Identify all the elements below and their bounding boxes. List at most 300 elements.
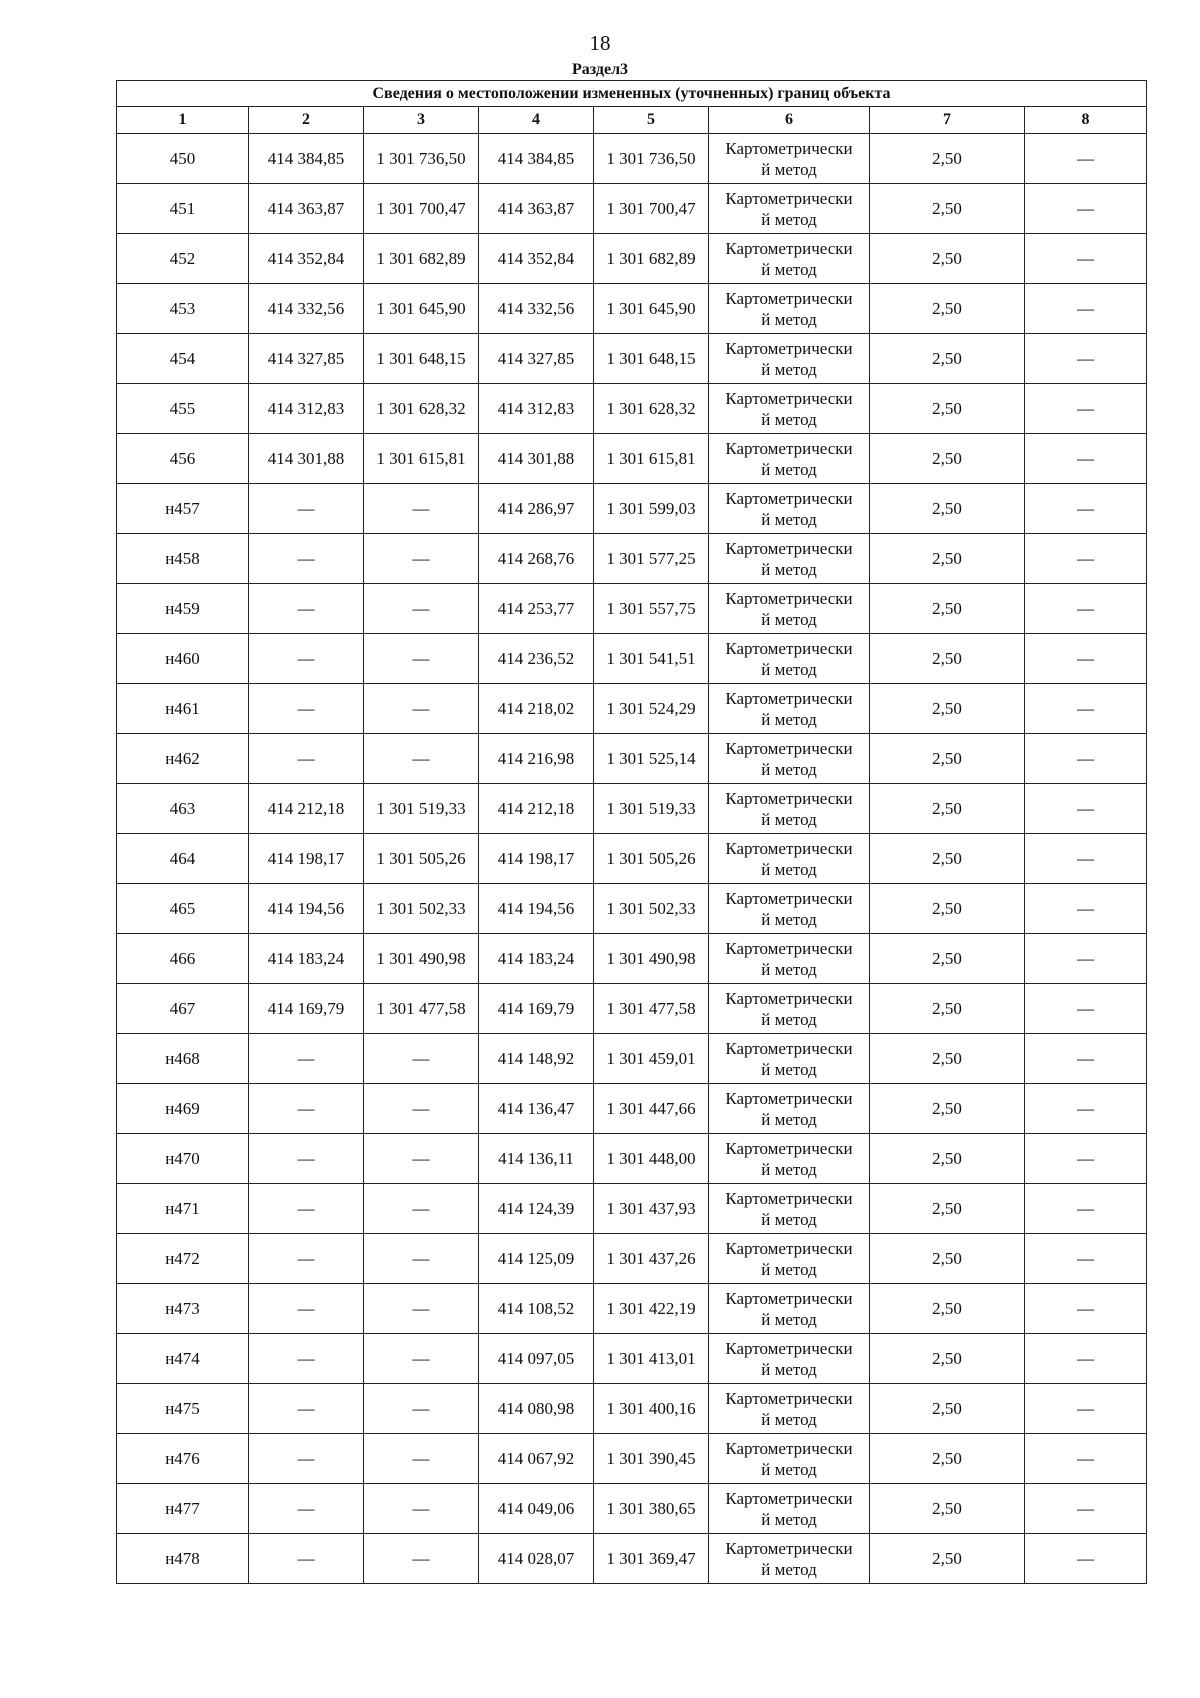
method-line: Картометрически <box>725 538 853 558</box>
x-new-cell: 414 363,87 <box>479 184 594 234</box>
table-row <box>117 334 1147 384</box>
point-number-cell: н459 <box>117 584 249 634</box>
y-new-cell: 1 301 447,66 <box>594 1084 709 1134</box>
y-new-cell: 1 301 648,15 <box>594 334 709 384</box>
method-line: Картометрически <box>725 1538 853 1558</box>
method-line: й метод <box>761 209 817 229</box>
method-cell <box>709 884 870 934</box>
x-old-cell: — <box>249 1184 364 1234</box>
method-line: Картометрически <box>725 938 853 958</box>
y-old-cell: — <box>364 534 479 584</box>
table-row <box>117 1284 1147 1334</box>
method-line: Картометрически <box>725 488 853 508</box>
column-header-3: 3 <box>364 107 479 134</box>
point-number-cell: 466 <box>117 934 249 984</box>
y-new-cell: 1 301 459,01 <box>594 1034 709 1084</box>
point-number-cell: н476 <box>117 1434 249 1484</box>
method-cell <box>709 1484 870 1534</box>
accuracy-cell: 2,50 <box>870 684 1025 734</box>
note-cell: — <box>1025 134 1147 184</box>
method-cell <box>709 934 870 984</box>
x-new-cell: 414 218,02 <box>479 684 594 734</box>
x-old-cell: — <box>249 584 364 634</box>
column-header-5: 5 <box>594 107 709 134</box>
point-number-cell: 464 <box>117 834 249 884</box>
column-header-8: 8 <box>1025 107 1147 134</box>
method-cell <box>709 334 870 384</box>
accuracy-cell: 2,50 <box>870 1484 1025 1534</box>
method-line: Картометрически <box>725 888 853 908</box>
y-new-cell: 1 301 700,47 <box>594 184 709 234</box>
x-old-cell: 414 198,17 <box>249 834 364 884</box>
note-cell: — <box>1025 384 1147 434</box>
x-old-cell: 414 312,83 <box>249 384 364 434</box>
y-old-cell: — <box>364 1384 479 1434</box>
method-cell <box>709 534 870 584</box>
y-new-cell: 1 301 557,75 <box>594 584 709 634</box>
method-line: й метод <box>761 659 817 679</box>
method-cell <box>709 184 870 234</box>
table-row <box>117 684 1147 734</box>
accuracy-cell: 2,50 <box>870 484 1025 534</box>
y-old-cell: — <box>364 1184 479 1234</box>
y-old-cell: 1 301 477,58 <box>364 984 479 1034</box>
x-old-cell: 414 301,88 <box>249 434 364 484</box>
method-line: Картометрически <box>725 1488 853 1508</box>
method-line: Картометрически <box>725 838 853 858</box>
x-new-cell: 414 212,18 <box>479 784 594 834</box>
note-cell: — <box>1025 534 1147 584</box>
method-cell <box>709 484 870 534</box>
x-new-cell: 414 352,84 <box>479 234 594 284</box>
x-old-cell: — <box>249 734 364 784</box>
method-cell <box>709 1284 870 1334</box>
note-cell: — <box>1025 484 1147 534</box>
accuracy-cell: 2,50 <box>870 134 1025 184</box>
x-old-cell: — <box>249 634 364 684</box>
x-old-cell: 414 212,18 <box>249 784 364 834</box>
note-cell: — <box>1025 1034 1147 1084</box>
point-number-cell: 452 <box>117 234 249 284</box>
y-old-cell: — <box>364 634 479 684</box>
point-number-cell: н462 <box>117 734 249 784</box>
table-row <box>117 984 1147 1034</box>
y-new-cell: 1 301 477,58 <box>594 984 709 1034</box>
x-new-cell: 414 301,88 <box>479 434 594 484</box>
table-row <box>117 1084 1147 1134</box>
x-old-cell: — <box>249 1384 364 1434</box>
table-row <box>117 1184 1147 1234</box>
y-new-cell: 1 301 422,19 <box>594 1284 709 1334</box>
x-new-cell: 414 384,85 <box>479 134 594 184</box>
note-cell: — <box>1025 684 1147 734</box>
method-line: Картометрически <box>725 588 853 608</box>
y-old-cell: 1 301 519,33 <box>364 784 479 834</box>
x-old-cell: 414 327,85 <box>249 334 364 384</box>
method-line: Картометрически <box>725 988 853 1008</box>
y-old-cell: 1 301 648,15 <box>364 334 479 384</box>
point-number-cell: 467 <box>117 984 249 1034</box>
method-line: й метод <box>761 1459 817 1479</box>
method-cell <box>709 134 870 184</box>
note-cell: — <box>1025 434 1147 484</box>
accuracy-cell: 2,50 <box>870 1434 1025 1484</box>
y-old-cell: 1 301 700,47 <box>364 184 479 234</box>
column-header-7: 7 <box>870 107 1025 134</box>
method-line: Картометрически <box>725 1138 853 1158</box>
method-line: Картометрически <box>725 638 853 658</box>
x-new-cell: 414 124,39 <box>479 1184 594 1234</box>
accuracy-cell: 2,50 <box>870 584 1025 634</box>
accuracy-cell: 2,50 <box>870 1334 1025 1384</box>
accuracy-cell: 2,50 <box>870 634 1025 684</box>
note-cell: — <box>1025 1434 1147 1484</box>
table-row <box>117 1384 1147 1434</box>
note-cell: — <box>1025 834 1147 884</box>
note-cell: — <box>1025 784 1147 834</box>
table-row <box>117 784 1147 834</box>
method-line: й метод <box>761 759 817 779</box>
accuracy-cell: 2,50 <box>870 184 1025 234</box>
y-old-cell: — <box>364 1234 479 1284</box>
method-line: й метод <box>761 1259 817 1279</box>
point-number-cell: 453 <box>117 284 249 334</box>
method-line: й метод <box>761 1309 817 1329</box>
x-old-cell: — <box>249 1034 364 1084</box>
table-row <box>117 534 1147 584</box>
method-line: Картометрически <box>725 1088 853 1108</box>
point-number-cell: н457 <box>117 484 249 534</box>
method-cell <box>709 1434 870 1484</box>
method-cell <box>709 684 870 734</box>
x-new-cell: 414 183,24 <box>479 934 594 984</box>
point-number-cell: 456 <box>117 434 249 484</box>
note-cell: — <box>1025 884 1147 934</box>
point-number-cell: н470 <box>117 1134 249 1184</box>
y-new-cell: 1 301 369,47 <box>594 1534 709 1584</box>
y-new-cell: 1 301 645,90 <box>594 284 709 334</box>
note-cell: — <box>1025 234 1147 284</box>
method-line: й метод <box>761 1059 817 1079</box>
y-old-cell: — <box>364 1034 479 1084</box>
x-new-cell: 414 236,52 <box>479 634 594 684</box>
accuracy-cell: 2,50 <box>870 884 1025 934</box>
method-line: й метод <box>761 1009 817 1029</box>
method-cell <box>709 1184 870 1234</box>
y-old-cell: — <box>364 1084 479 1134</box>
x-new-cell: 414 148,92 <box>479 1034 594 1084</box>
x-old-cell: — <box>249 484 364 534</box>
table-row <box>117 1134 1147 1184</box>
table-row <box>117 1034 1147 1084</box>
table-row <box>117 434 1147 484</box>
method-line: й метод <box>761 1559 817 1579</box>
table-row <box>117 734 1147 784</box>
accuracy-cell: 2,50 <box>870 284 1025 334</box>
y-new-cell: 1 301 380,65 <box>594 1484 709 1534</box>
x-new-cell: 414 080,98 <box>479 1384 594 1434</box>
method-line: Картометрически <box>725 688 853 708</box>
y-new-cell: 1 301 599,03 <box>594 484 709 534</box>
method-line: Картометрически <box>725 738 853 758</box>
table-row <box>117 1484 1147 1534</box>
method-line: Картометрически <box>725 1438 853 1458</box>
point-number-cell: 455 <box>117 384 249 434</box>
point-number-cell: н478 <box>117 1534 249 1584</box>
x-new-cell: 414 198,17 <box>479 834 594 884</box>
note-cell: — <box>1025 1184 1147 1234</box>
table-row <box>117 484 1147 534</box>
method-cell <box>709 784 870 834</box>
y-new-cell: 1 301 525,14 <box>594 734 709 784</box>
accuracy-cell: 2,50 <box>870 1084 1025 1134</box>
table-row <box>117 584 1147 634</box>
x-old-cell: — <box>249 1334 364 1384</box>
page-number: 18 <box>589 31 611 55</box>
method-line: й метод <box>761 1509 817 1529</box>
method-cell <box>709 284 870 334</box>
method-cell <box>709 1234 870 1284</box>
note-cell: — <box>1025 934 1147 984</box>
x-new-cell: 414 194,56 <box>479 884 594 934</box>
method-line: й метод <box>761 409 817 429</box>
note-cell: — <box>1025 734 1147 784</box>
y-new-cell: 1 301 448,00 <box>594 1134 709 1184</box>
point-number-cell: 463 <box>117 784 249 834</box>
x-new-cell: 414 049,06 <box>479 1484 594 1534</box>
accuracy-cell: 2,50 <box>870 234 1025 284</box>
accuracy-cell: 2,50 <box>870 984 1025 1034</box>
x-new-cell: 414 125,09 <box>479 1234 594 1284</box>
method-line: й метод <box>761 459 817 479</box>
x-old-cell: 414 352,84 <box>249 234 364 284</box>
x-new-cell: 414 268,76 <box>479 534 594 584</box>
y-old-cell: 1 301 628,32 <box>364 384 479 434</box>
note-cell: — <box>1025 1484 1147 1534</box>
x-old-cell: — <box>249 1134 364 1184</box>
method-line: Картометрически <box>725 388 853 408</box>
y-new-cell: 1 301 541,51 <box>594 634 709 684</box>
y-old-cell: 1 301 645,90 <box>364 284 479 334</box>
point-number-cell: н471 <box>117 1184 249 1234</box>
x-old-cell: — <box>249 1484 364 1534</box>
y-old-cell: — <box>364 734 479 784</box>
method-line: й метод <box>761 1359 817 1379</box>
y-new-cell: 1 301 615,81 <box>594 434 709 484</box>
y-old-cell: — <box>364 1284 479 1334</box>
note-cell: — <box>1025 184 1147 234</box>
y-new-cell: 1 301 413,01 <box>594 1334 709 1384</box>
y-new-cell: 1 301 736,50 <box>594 134 709 184</box>
point-number-cell: н460 <box>117 634 249 684</box>
column-header-2: 2 <box>249 107 364 134</box>
method-line: Картометрически <box>725 1188 853 1208</box>
note-cell: — <box>1025 334 1147 384</box>
note-cell: — <box>1025 1334 1147 1384</box>
method-cell <box>709 384 870 434</box>
y-old-cell: — <box>364 1334 479 1384</box>
y-new-cell: 1 301 505,26 <box>594 834 709 884</box>
method-line: й метод <box>761 509 817 529</box>
method-line: Картометрически <box>725 1338 853 1358</box>
table-row <box>117 884 1147 934</box>
table-caption: Сведения о местоположении измененных (уточненных) границ объекта <box>117 81 1147 107</box>
x-new-cell: 414 136,47 <box>479 1084 594 1134</box>
note-cell: — <box>1025 1084 1147 1134</box>
x-old-cell: — <box>249 1084 364 1134</box>
method-line: й метод <box>761 159 817 179</box>
method-line: Картометрически <box>725 238 853 258</box>
x-new-cell: 414 136,11 <box>479 1134 594 1184</box>
table-row <box>117 1534 1147 1584</box>
method-line: й метод <box>761 709 817 729</box>
method-cell <box>709 434 870 484</box>
x-new-cell: 414 253,77 <box>479 584 594 634</box>
point-number-cell: 450 <box>117 134 249 184</box>
x-old-cell: 414 194,56 <box>249 884 364 934</box>
section-title: Раздел3 <box>571 61 629 78</box>
point-number-cell: 454 <box>117 334 249 384</box>
x-new-cell: 414 028,07 <box>479 1534 594 1584</box>
table-row <box>117 234 1147 284</box>
y-new-cell: 1 301 502,33 <box>594 884 709 934</box>
method-line: й метод <box>761 559 817 579</box>
y-new-cell: 1 301 524,29 <box>594 684 709 734</box>
method-cell <box>709 834 870 884</box>
table-row <box>117 134 1147 184</box>
x-new-cell: 414 286,97 <box>479 484 594 534</box>
method-line: Картометрически <box>725 1388 853 1408</box>
table-row <box>117 284 1147 334</box>
method-cell <box>709 1384 870 1434</box>
method-line: Картометрически <box>725 1288 853 1308</box>
method-line: й метод <box>761 859 817 879</box>
note-cell: — <box>1025 584 1147 634</box>
accuracy-cell: 2,50 <box>870 384 1025 434</box>
table-row <box>117 934 1147 984</box>
accuracy-cell: 2,50 <box>870 534 1025 584</box>
table-row <box>117 1434 1147 1484</box>
accuracy-cell: 2,50 <box>870 834 1025 884</box>
table-row <box>117 834 1147 884</box>
table-row <box>117 634 1147 684</box>
y-old-cell: — <box>364 1484 479 1534</box>
point-number-cell: н473 <box>117 1284 249 1334</box>
method-cell <box>709 1134 870 1184</box>
y-old-cell: — <box>364 484 479 534</box>
x-old-cell: 414 332,56 <box>249 284 364 334</box>
x-old-cell: — <box>249 684 364 734</box>
method-line: й метод <box>761 309 817 329</box>
y-old-cell: 1 301 502,33 <box>364 884 479 934</box>
accuracy-cell: 2,50 <box>870 1284 1025 1334</box>
y-new-cell: 1 301 400,16 <box>594 1384 709 1434</box>
y-new-cell: 1 301 577,25 <box>594 534 709 584</box>
accuracy-cell: 2,50 <box>870 1034 1025 1084</box>
x-old-cell: — <box>249 1434 364 1484</box>
y-old-cell: — <box>364 584 479 634</box>
column-header-6: 6 <box>709 107 870 134</box>
accuracy-cell: 2,50 <box>870 1384 1025 1434</box>
method-line: й метод <box>761 259 817 279</box>
accuracy-cell: 2,50 <box>870 784 1025 834</box>
note-cell: — <box>1025 1534 1147 1584</box>
note-cell: — <box>1025 634 1147 684</box>
y-old-cell: 1 301 505,26 <box>364 834 479 884</box>
method-line: Картометрически <box>725 288 853 308</box>
x-new-cell: 414 108,52 <box>479 1284 594 1334</box>
column-header-1: 1 <box>117 107 249 134</box>
x-new-cell: 414 216,98 <box>479 734 594 784</box>
x-new-cell: 414 327,85 <box>479 334 594 384</box>
x-old-cell: 414 363,87 <box>249 184 364 234</box>
table-row <box>117 1234 1147 1284</box>
x-new-cell: 414 169,79 <box>479 984 594 1034</box>
method-cell <box>709 634 870 684</box>
y-new-cell: 1 301 682,89 <box>594 234 709 284</box>
x-new-cell: 414 097,05 <box>479 1334 594 1384</box>
x-old-cell: 414 384,85 <box>249 134 364 184</box>
note-cell: — <box>1025 1384 1147 1434</box>
point-number-cell: н477 <box>117 1484 249 1534</box>
accuracy-cell: 2,50 <box>870 1534 1025 1584</box>
method-line: Картометрически <box>725 138 853 158</box>
y-new-cell: 1 301 390,45 <box>594 1434 709 1484</box>
y-old-cell: — <box>364 1134 479 1184</box>
table-row <box>117 384 1147 434</box>
note-cell: — <box>1025 984 1147 1034</box>
column-header-4: 4 <box>479 107 594 134</box>
x-old-cell: 414 183,24 <box>249 934 364 984</box>
x-old-cell: — <box>249 534 364 584</box>
y-old-cell: 1 301 490,98 <box>364 934 479 984</box>
method-line: Картометрически <box>725 1238 853 1258</box>
method-line: й метод <box>761 609 817 629</box>
method-line: Картометрически <box>725 1038 853 1058</box>
method-line: Картометрически <box>725 188 853 208</box>
method-cell <box>709 734 870 784</box>
method-cell <box>709 234 870 284</box>
method-line: Картометрически <box>725 788 853 808</box>
table-row <box>117 184 1147 234</box>
method-line: й метод <box>761 359 817 379</box>
note-cell: — <box>1025 1234 1147 1284</box>
accuracy-cell: 2,50 <box>870 1234 1025 1284</box>
method-line: й метод <box>761 1209 817 1229</box>
method-line: й метод <box>761 959 817 979</box>
x-old-cell: — <box>249 1234 364 1284</box>
point-number-cell: н475 <box>117 1384 249 1434</box>
x-old-cell: — <box>249 1284 364 1334</box>
point-number-cell: н461 <box>117 684 249 734</box>
y-new-cell: 1 301 437,26 <box>594 1234 709 1284</box>
point-number-cell: н469 <box>117 1084 249 1134</box>
table-body <box>117 134 1147 1584</box>
y-new-cell: 1 301 490,98 <box>594 934 709 984</box>
x-new-cell: 414 332,56 <box>479 284 594 334</box>
x-old-cell: 414 169,79 <box>249 984 364 1034</box>
point-number-cell: н472 <box>117 1234 249 1284</box>
method-cell <box>709 1034 870 1084</box>
accuracy-cell: 2,50 <box>870 334 1025 384</box>
y-old-cell: 1 301 615,81 <box>364 434 479 484</box>
point-number-cell: н474 <box>117 1334 249 1384</box>
method-line: й метод <box>761 909 817 929</box>
y-old-cell: — <box>364 1434 479 1484</box>
method-cell <box>709 984 870 1034</box>
y-new-cell: 1 301 628,32 <box>594 384 709 434</box>
accuracy-cell: 2,50 <box>870 934 1025 984</box>
